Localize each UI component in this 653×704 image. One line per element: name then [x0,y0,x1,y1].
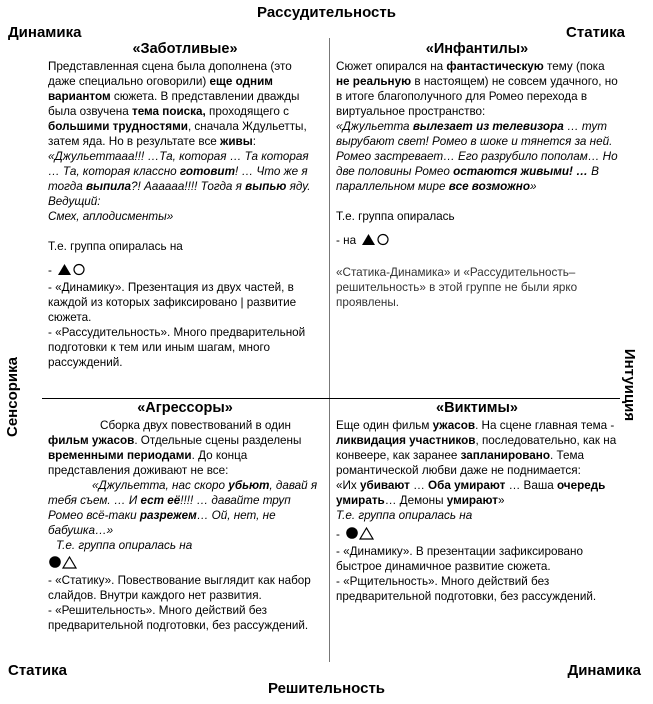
q1-quote: «Джульеттааа!!! …Та, которая … Та которая … Та, которая классно готовит! … Что же я тогда выпила?! Аааааа!!!! Тогда я выпью яду. [48,150,311,193]
axis-bottom-label: Решительность [267,680,386,697]
q2-paragraph-1: Сюжет опирался на фантастическую тему (пока не реальную в настоящем) не совсем удачного, но в итоге благополучного для Ромео перехода в виртуальное пространство: [336,60,618,118]
quadrant-victims [336,399,618,661]
q4-reliance-intro: Т.е. группа опиралась на [336,509,473,522]
circle-triangle-symbol [48,555,78,573]
axis-top-label: Рассудительность [257,4,396,21]
q4-decisiveness-note: - «Рщительность». Много действий без предварительной подготовки, без рассуждений. [336,575,597,603]
corner-top-right-label: Статика [566,24,625,41]
corner-bottom-left-label: Статика [8,662,67,679]
quadrant-title: «Агрессоры» [137,400,233,416]
q1-host-remark: Смех, аплодисменты» [48,210,174,223]
quadrant-title: «Виктимы» [436,400,518,416]
triangle-circle-symbol [57,263,87,280]
vertical-divider [329,38,330,662]
q4-dynamics-note: - «Динамику». В презентации зафиксировано быстрое динамичное развитие сюжета. [336,545,583,573]
quadrant-title: «Инфантилы» [425,41,529,57]
q3-statics-note: - «Статику». Повествование выглядит как набор слайдов. Внутри каждого нет развития. [48,574,311,602]
q2-quote: «Джульетта вылезает из телевизора … тут вырубают свет! Ромео в шоке и тянется за ней. Ромео застревает… Его разрубило пополам… Но две половины Ромео остаются живыми! … В параллельном мире все возможно» [336,120,618,193]
quadrant-aggressors [48,399,322,661]
q1-reliance-intro: Т.е. группа опиралась на [48,240,183,253]
q2-unclear-note: «Статика-Динамика» и «Рассудительность–решительность» в этой группе не были ярко проявлены. [336,266,578,309]
q1-reasoning-note: - «Рассудительность». Много предварительной подготовки к тем или иным шагам, много рассуждений. [48,326,306,369]
q1-symbol-line: - [48,263,322,280]
axis-right-label: Интуиция [621,348,639,422]
quadrant-title: «Заботливые» [132,41,238,57]
q3-paragraph-1: Сборка двух повествований в один фильм ужасов. Отдельные сцены разделены временными периодами. До конца представления доживают не все: [48,419,302,477]
axis-left-label: Сенсорика [3,357,21,437]
q1-host-label: Ведущий: [48,195,101,208]
q4-symbol-line: - [336,526,618,544]
q2-symbol-line: - на [336,233,618,250]
quadrant-caring [48,40,322,396]
circle-triangle-symbol [345,526,375,544]
q4-quote: «Их убивают … Оба умирают … Ваша очередь умирать… Демоны умирают» [336,479,606,507]
corner-bottom-right-label: Динамика [567,662,641,679]
q4-paragraph-1: Еще один фильм ужасов. На сцене главная тема - ликвидация участников, последовательно, как на конвеере, как заранее запланировано. Тема романтической любви даже не поднимается: [336,419,617,477]
q3-decisiveness-note: - «Решительность». Много действий без предварительной подготовки, без рассуждений. [48,604,309,632]
quadrant-infantile [336,40,618,396]
q3-quote: «Джульетта, нас скоро убьют, давай я тебя съем. … И ест её!!!! … давайте труп Ромео всё-таки разрежем… Ой, нет, не бабушка…» [48,479,318,537]
q3-reliance-intro: Т.е. группа опиралась на [56,539,193,552]
q1-dynamics-note: - «Динамику». Презентация из двух частей, в каждой из которых зафиксировано | развитие сюжета. [48,281,297,324]
q2-reliance-intro: Т.е. группа опиралась [336,210,455,223]
q3-symbol-line [48,555,322,573]
corner-top-left-label: Динамика [8,24,82,41]
triangle-circle-symbol [361,233,391,250]
q1-paragraph-1: Представленная сцена была дополнена (это даже специально оговорили) еще одним вариантом сюжета. В представлении дважды была озвучена тема поиска, проходящего с большими трудностями, сначала Ждульетты, затем яда. Но в результате все живы: [48,60,307,148]
